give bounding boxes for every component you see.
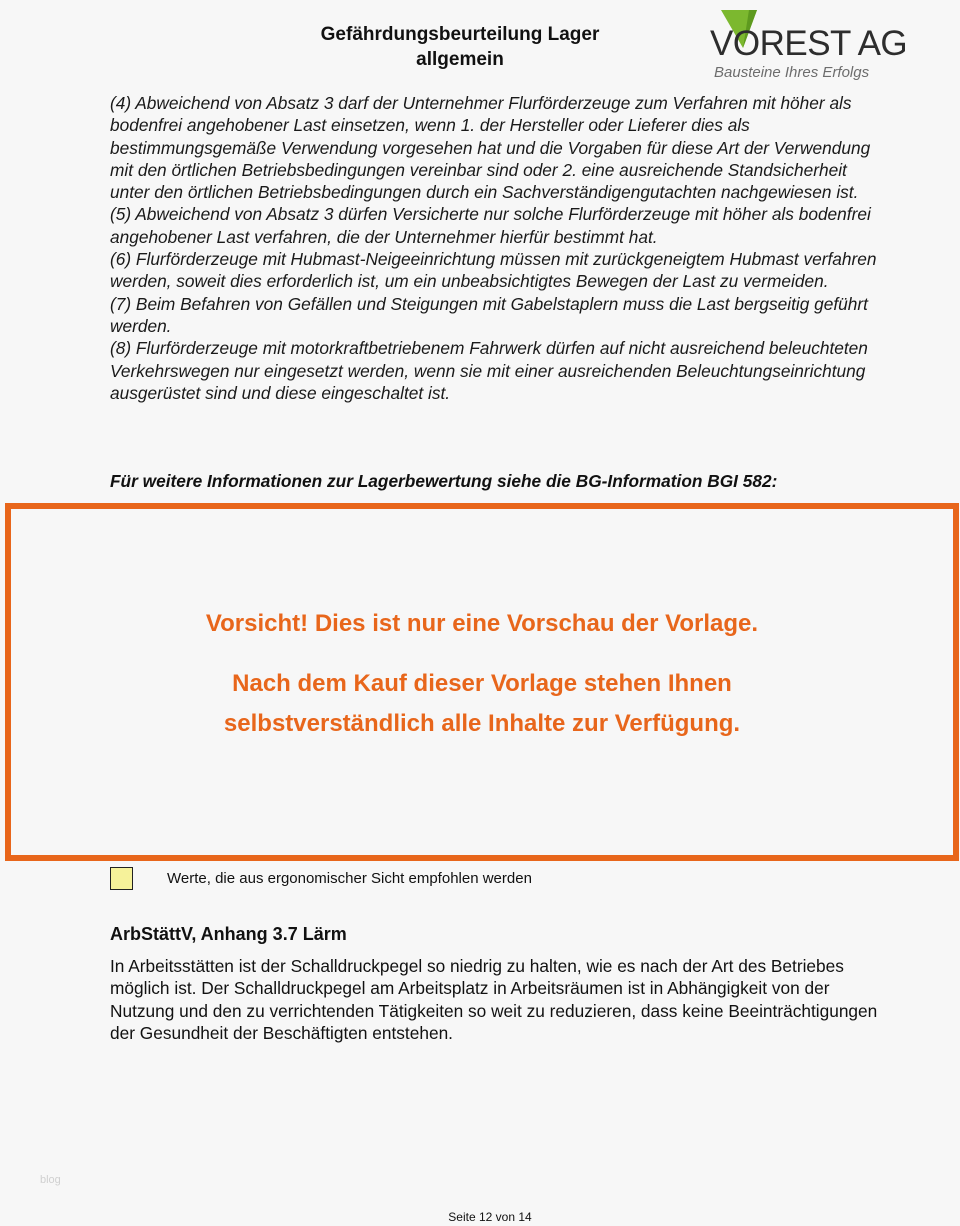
section-body: In Arbeitsstätten ist der Schalldruckpegel so niedrig zu halten, wie es nach der Art des Betriebes möglich ist. Der Schalldruckpegel am Arbeitsplatz in Arbeitsräumen ist in Abhängigkeit von der Nutzung und den zu verrichtenden Tätigkeiten so weit zu reduzieren, dass keine Beeinträchtigungen der Gesundheit der Beschäftigten entstehen. xyxy=(110,956,878,1043)
paragraph-8: (8) Flurförderzeuge mit motorkraftbetriebenem Fahrwerk dürfen auf nicht ausreichend beleuchteten Verkehrswegen nur eingesetzt werden, wenn sie mit einer ausreichenden Beleuchtungseinrichtung ausgerüstet sind und diese eingeschaltet ist. xyxy=(110,338,868,403)
legend-text: Werte, die aus ergonomischer Sicht empfohlen werden xyxy=(167,870,532,887)
logo-wordmark: VOREST AG xyxy=(710,24,908,63)
company-logo xyxy=(705,6,908,86)
page-title xyxy=(260,22,660,72)
preview-notice-line3: selbstverständlich alle Inhalte zur Verfügung. xyxy=(223,710,741,737)
page-title-line1: Gefährdungsbeurteilung Lager xyxy=(320,24,600,45)
page-number: Seite 12 von 14 xyxy=(448,1210,532,1224)
preview-notice-box xyxy=(5,503,959,861)
logo-tagline: Bausteine Ihres Erfolgs xyxy=(714,64,870,81)
paragraph-7: (7) Beim Befahren von Gefällen und Steigungen mit Gabelstaplern muss die Last bergseitig geführt werden. xyxy=(110,293,868,336)
page-title-line2: allgemein xyxy=(416,49,504,70)
paragraph-4: (4) Abweichend von Absatz 3 darf der Unternehmer Flurförderzeuge zum Verfahren mit höher als bodenfrei angehobener Last einsetzen, wenn 1. der Hersteller oder Lieferer dies als bestimmungsgemäße Verwendung vorgesehen hat und die Vorgaben für diese Art der Verwendung mit den örtlichen Betriebsbedingungen vereinbar sind oder 2. eine ausreichende Standsicherheit unter den örtlichen Betriebsbedingungen durch ein Sachverständigengutachten nachgewiesen ist. xyxy=(110,93,871,203)
section-heading: ArbStättV, Anhang 3.7 Lärm xyxy=(110,924,347,944)
further-info-line: Für weitere Informationen zur Lagerbewertung siehe die BG-Information BGI 582: xyxy=(110,471,778,491)
preview-notice-line2: Nach dem Kauf dieser Vorlage stehen Ihnen xyxy=(232,670,732,697)
paragraph-5: (5) Abweichend von Absatz 3 dürfen Versicherte nur solche Flurförderzeuge mit höher als bodenfrei angehobener Last verfahren, die der Unternehmer hierfür bestimmt hat. xyxy=(110,204,871,247)
preview-notice-line1: Vorsicht! Dies ist nur eine Vorschau der Vorlage. xyxy=(205,610,759,637)
watermark-text: blog xyxy=(40,1174,61,1186)
regulation-text xyxy=(110,92,880,404)
legend-swatch-yellow xyxy=(110,867,133,890)
paragraph-6: (6) Flurförderzeuge mit Hubmast-Neigeeinrichtung müssen mit zurückgeneigtem Hubmast verfahren werden, soweit dies erforderlich ist, um ein unbeabsichtigtes Bewegen der Last zu vermeiden. xyxy=(110,249,877,292)
